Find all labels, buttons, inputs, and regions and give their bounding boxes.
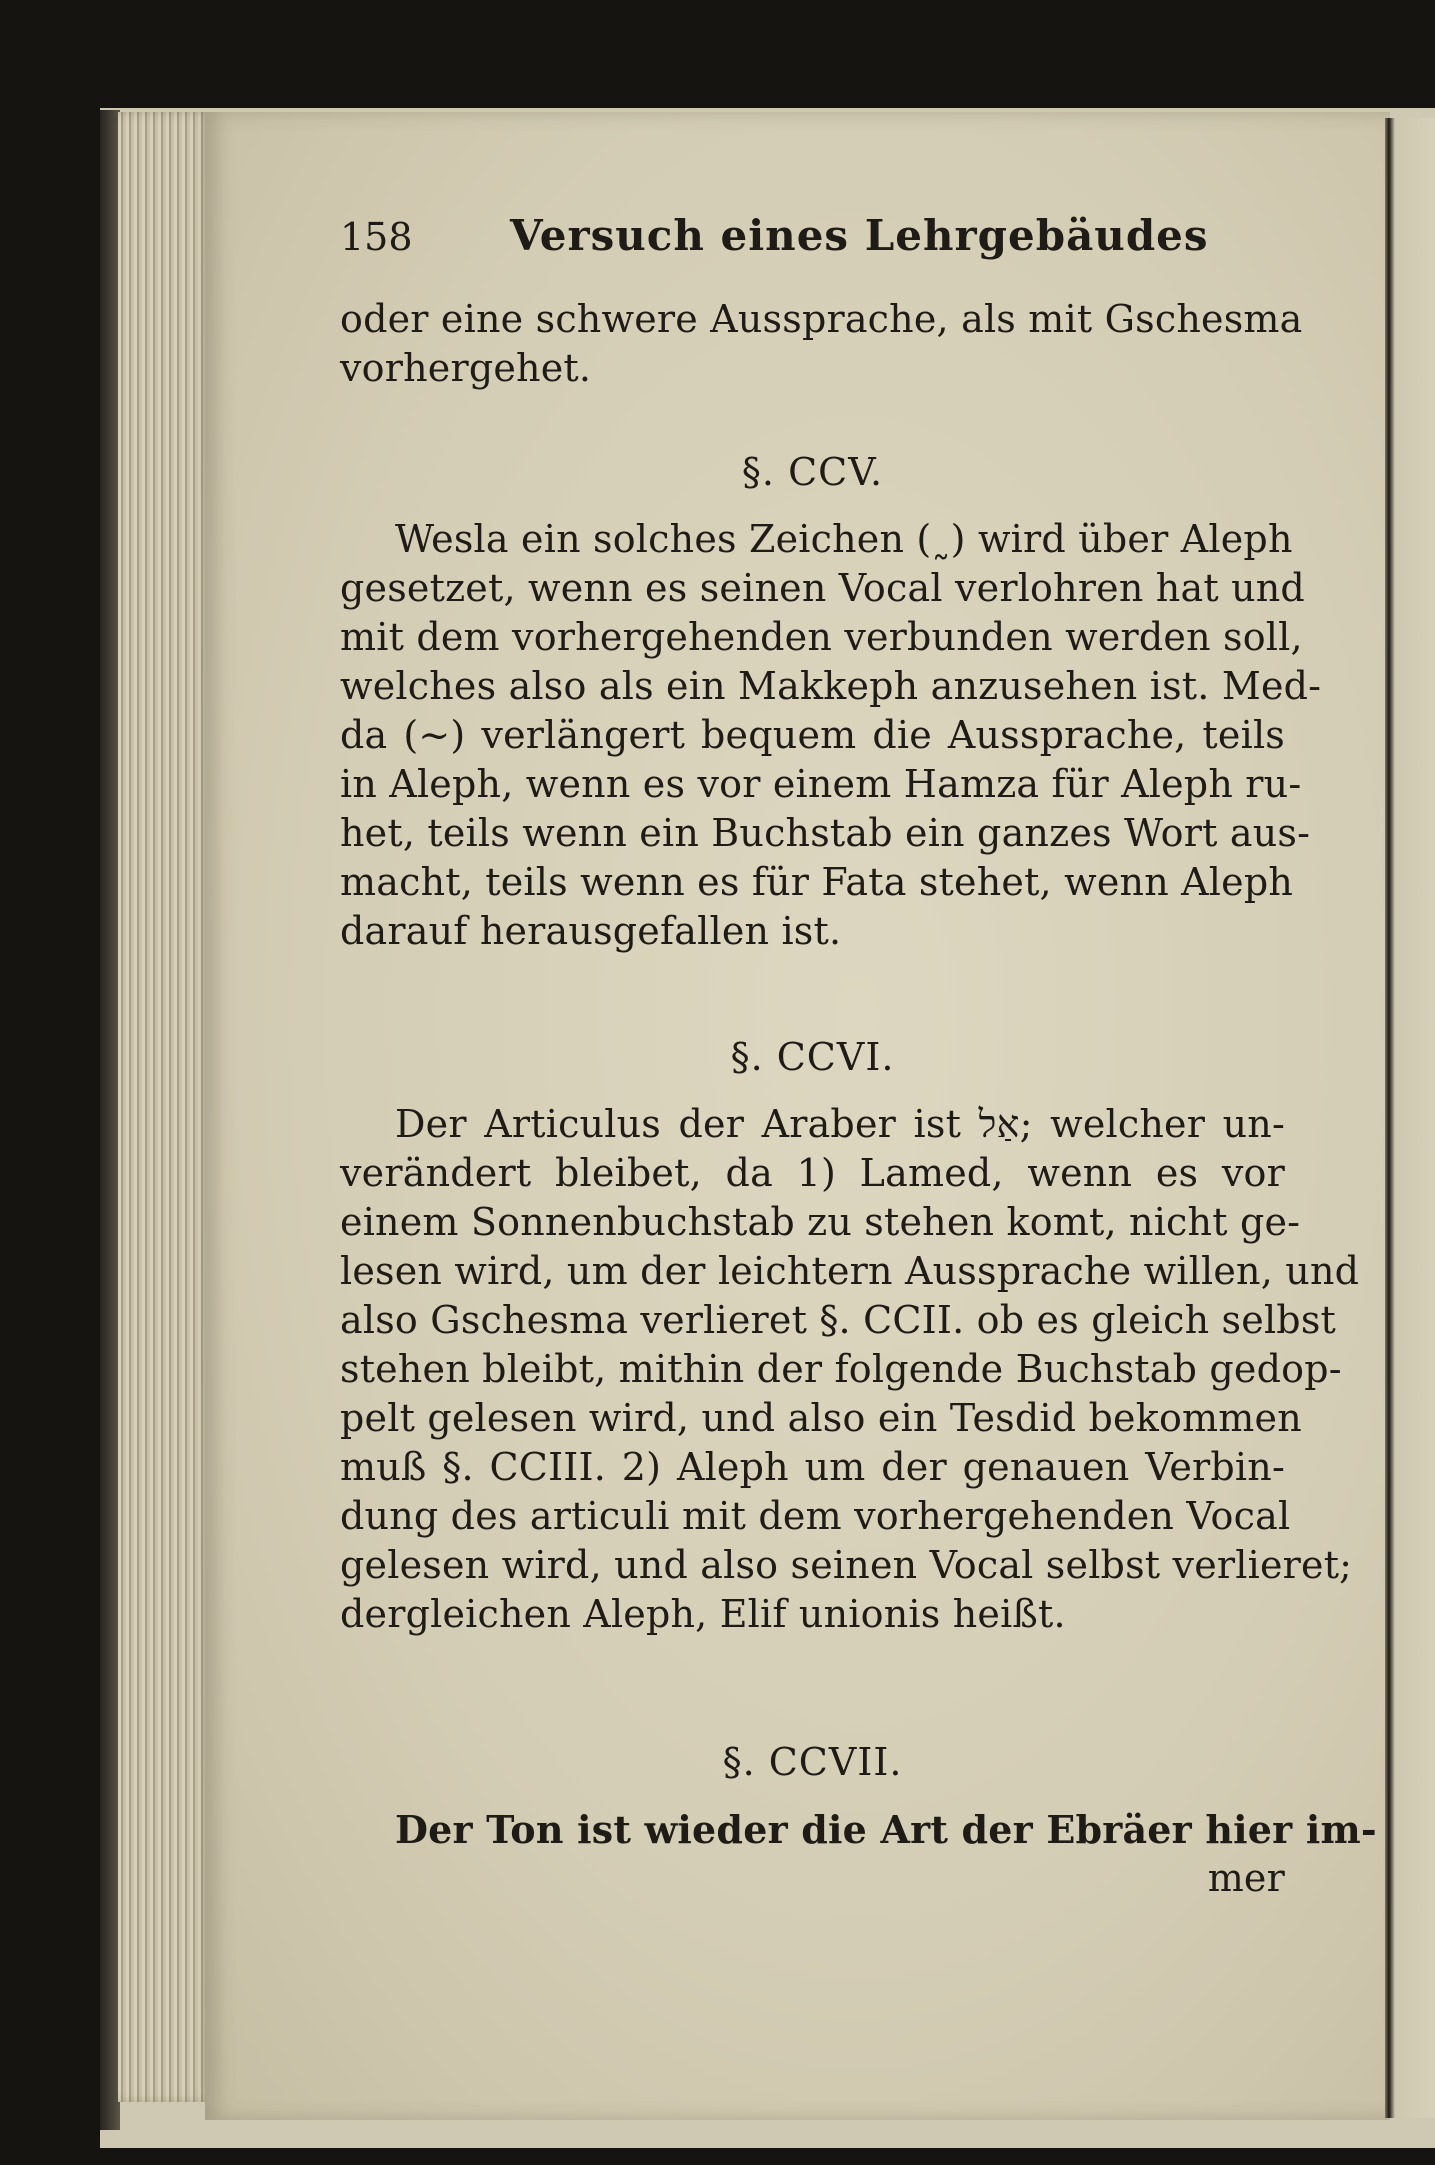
page-number: 158	[340, 215, 413, 259]
binding-gutter	[100, 110, 120, 2130]
text-line: gelesen wird, und also seinen Vocal selbst verlieret;	[340, 1543, 1353, 1587]
text-line: in Aleph, wenn es vor einem Hamza für Aleph ru-	[340, 762, 1302, 806]
text-line: Wesla ein solches Zeichen (˷) wird über Aleph	[395, 517, 1293, 561]
page-header	[340, 195, 1285, 265]
text-line: mit dem vorhergehenden verbunden werden soll,	[340, 615, 1303, 659]
text-line: stehen bleibt, mithin der folgende Buchstab gedop-	[340, 1347, 1342, 1391]
text-line: Der Ton ist wieder die Art der Ebräer hier im-	[395, 1807, 1377, 1852]
section-paragraph	[340, 1100, 1360, 1639]
section-heading: §. CCVII.	[722, 1740, 903, 1784]
text-line: da (~) verlängert bequem die Aussprache, teils	[340, 713, 1285, 757]
catchword: mer	[1207, 1856, 1285, 1900]
intro-paragraph	[340, 295, 1303, 393]
facing-page-edge	[1385, 118, 1435, 2118]
text-line: verändert bleibet, da 1) Lamed, wenn es vor	[340, 1151, 1285, 1195]
text-line: oder eine schwere Aussprache, als mit Gschesma	[340, 297, 1303, 341]
text-line: lesen wird, um der leichtern Aussprache willen, und	[340, 1249, 1360, 1293]
text-line: gesetzet, wenn es seinen Vocal verlohren hat und	[340, 566, 1305, 610]
section-paragraph	[340, 515, 1322, 956]
text-line: het, teils wenn ein Buchstab ein ganzes Wort aus-	[340, 811, 1311, 855]
section-paragraph	[340, 1805, 1377, 1903]
text-line: dergleichen Aleph, Elif unionis heißt.	[340, 1592, 1066, 1636]
text-line: welches also als ein Makkeph anzusehen ist. Med-	[340, 664, 1322, 708]
section-heading: §. CCV.	[741, 450, 884, 494]
text-line: Der Articulus der Araber ist אַל; welcher un-	[395, 1102, 1285, 1146]
text-line: macht, teils wenn es für Fata stehet, wenn Aleph	[340, 860, 1294, 904]
text-line: einem Sonnenbuchstab zu stehen komt, nicht ge-	[340, 1200, 1301, 1244]
text-line: muß §. CCIII. 2) Aleph um der genauen Verbin-	[340, 1445, 1285, 1489]
page-edges	[118, 112, 213, 2102]
running-title: Versuch eines Lehrgebäudes	[510, 211, 1209, 260]
text-line: dung des articuli mit dem vorhergehenden Vocal	[340, 1494, 1291, 1538]
text-line: pelt gelesen wird, und also ein Tesdid bekommen	[340, 1396, 1302, 1440]
text-line: darauf herausgefallen ist.	[340, 909, 842, 953]
text-line: also Gschesma verlieret §. CCII. ob es gleich selbst	[340, 1298, 1336, 1342]
text-line: vorhergehet.	[340, 346, 592, 390]
section-heading: §. CCVI.	[730, 1035, 895, 1079]
